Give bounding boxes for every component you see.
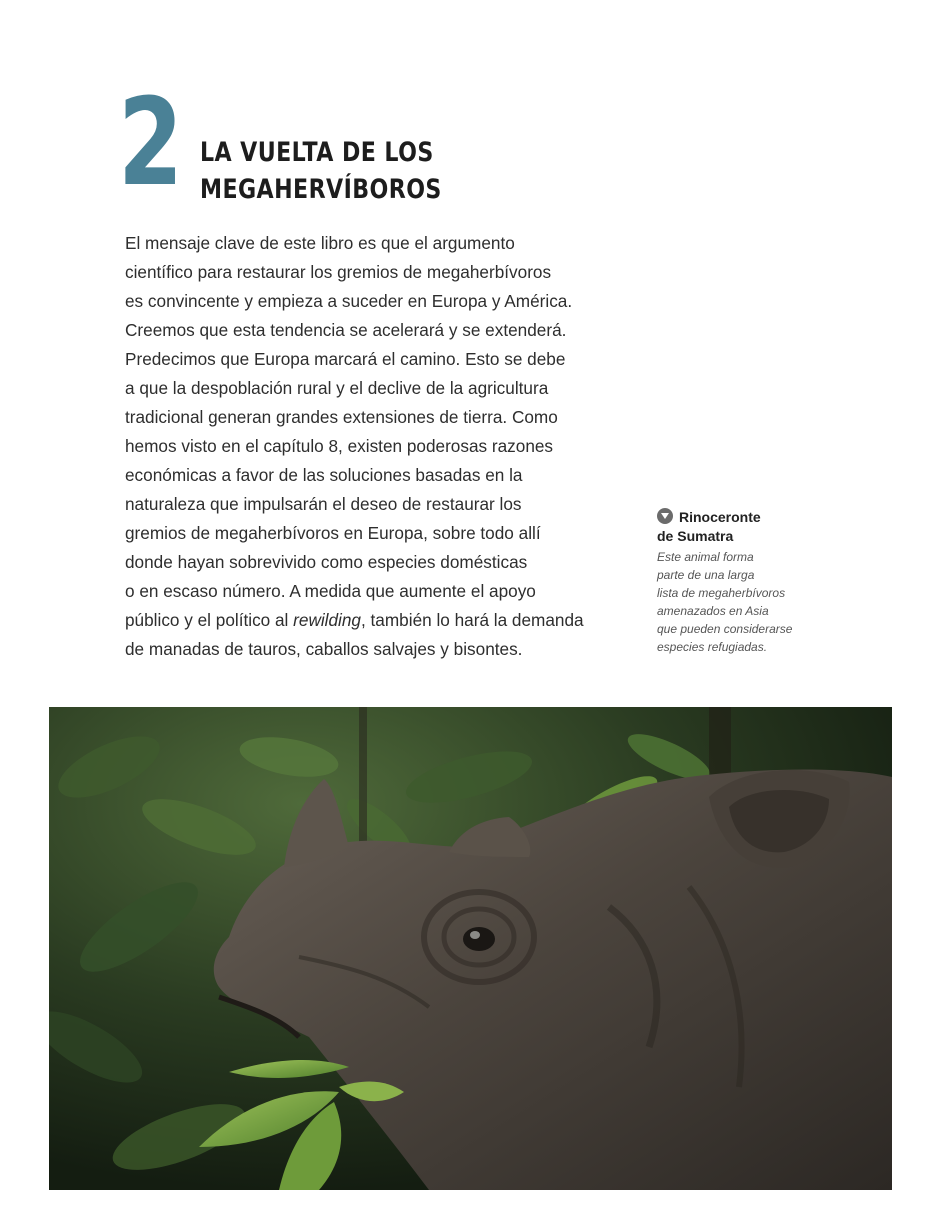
chapter-title-line-1: LA VUELTA DE LOS	[200, 137, 434, 168]
body-line: Predecimos que Europa marcará el camino. Esto se debe	[125, 349, 566, 369]
caption-line: especies refugiadas.	[657, 640, 768, 654]
body-line: Creemos que esta tendencia se acelerará y se extenderá.	[125, 320, 567, 340]
body-line: hemos visto en el capítulo 8, existen poderosas razones	[125, 436, 554, 456]
body-line: tradicional generan grandes extensiones de tierra. Como	[125, 407, 558, 427]
body-line	[125, 606, 645, 635]
body-line: de manadas de tauros, caballos salvajes y bisontes.	[125, 639, 523, 659]
body-line: a que la despoblación rural y el declive de la agricultura	[125, 378, 549, 398]
sumatran-rhinoceros-photo	[49, 707, 892, 1190]
caption-title-line-2: de Sumatra	[657, 528, 734, 544]
body-line: naturaleza que impulsarán el deseo de restaurar los	[125, 494, 522, 514]
rewilding-term: rewilding	[293, 610, 361, 630]
caption-line: amenazados en Asia	[657, 604, 769, 618]
down-triangle-circle-icon	[657, 508, 673, 524]
body-line: científico para restaurar los gremios de megaherbívoros	[125, 262, 552, 282]
caption-line: lista de megaherbívoros	[657, 586, 786, 600]
body-line: El mensaje clave de este libro es que el argumento	[125, 233, 515, 253]
chapter-number: 2	[118, 74, 182, 213]
body-line: económicas a favor de las soluciones basadas en la	[125, 465, 523, 485]
caption-title-text: Rinoceronte	[679, 509, 761, 525]
chapter-title	[200, 134, 442, 208]
chapter-title-line-2: MEGAHERVÍBOROS	[200, 174, 442, 205]
photo-caption	[657, 508, 837, 656]
caption-title	[657, 508, 837, 546]
body-paragraph	[125, 229, 645, 664]
caption-line: parte de una larga	[657, 568, 755, 582]
body-line: gremios de megaherbívoros en Europa, sobre todo allí	[125, 523, 541, 543]
body-text-segment: público y el político al	[125, 610, 294, 630]
caption-line: que pueden considerarse	[657, 622, 793, 636]
caption-line: Este animal forma	[657, 550, 754, 564]
body-text-segment: , también lo hará la demanda	[360, 610, 584, 630]
caption-title-line-1	[657, 508, 837, 527]
body-line: donde hayan sobrevivido como especies domésticas	[125, 552, 528, 572]
caption-body	[657, 548, 837, 656]
body-line: o en escaso número. A medida que aumente el apoyo	[125, 581, 536, 601]
body-line: es convincente y empieza a suceder en Europa y América.	[125, 291, 573, 311]
